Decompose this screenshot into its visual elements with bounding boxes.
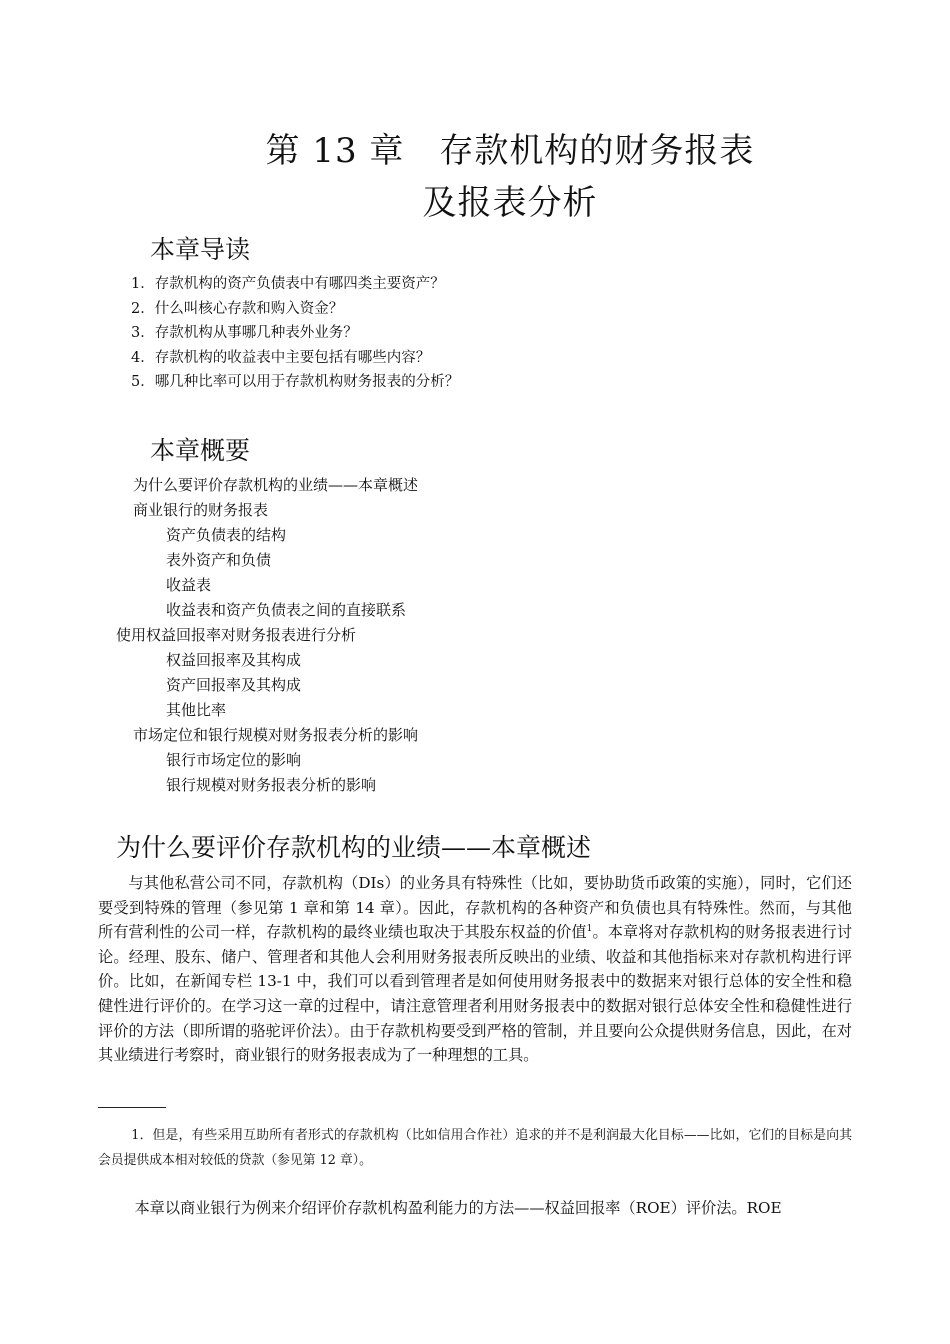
outline-subitem: 收益表和资产负债表之间的直接联系 bbox=[166, 601, 407, 619]
guide-question: 2．什么叫核心存款和购入资金？ bbox=[131, 300, 344, 317]
guide-question: 5．哪几种比率可以用于存款机构财务报表的分析？ bbox=[131, 374, 460, 391]
outline-subitem: 银行市场定位的影响 bbox=[166, 751, 302, 769]
outline-item: 市场定位和银行规模对财务报表分析的影响 bbox=[133, 726, 419, 744]
section-heading: 为什么要评价存款机构的业绩——本章概述 bbox=[116, 833, 592, 862]
outline-subitem: 权益回报率及其构成 bbox=[166, 651, 302, 669]
guide-question: 1．存款机构的资产负债表中有哪四类主要资产？ bbox=[131, 276, 445, 292]
outline-subitem: 资产回报率及其构成 bbox=[166, 676, 302, 694]
guide-question-list bbox=[131, 272, 459, 395]
outline-subitem: 收益表 bbox=[166, 576, 212, 594]
outline-subitem: 资产负债表的结构 bbox=[166, 526, 287, 544]
footnote-text: 1．但是，有些采用互助所有者形式的存款机构（比如信用合作社）追求的并不是利润最大化目标——比如，它们的目标是向其会员提供成本相对较低的贷款（参见第 12 章）。 bbox=[98, 1128, 852, 1168]
outline-item: 商业银行的财务报表 bbox=[133, 501, 269, 519]
footnote-reference[interactable]: 1 bbox=[586, 924, 593, 935]
paragraph-text-part1: 与其他私营公司不同，存款机构（DIs）的业务具有特殊性（比如，要协助货币政策的实施），同时，它们还要受到特殊的管理（参见第 1 章和第 14 章）。因此，存款机构的各种资产和负债也具有特殊性。然而，与其他所有营利性的公司一样，存款机构的最终业绩也取决于其股东权益的价值 bbox=[98, 874, 852, 942]
paragraph-text-part2: 。本章将对存款机构的财务报表进行讨论。经理、股东、储户、管理者和其他人会利用财务报表所反映出的业绩、收益和其他指标来对存款机构进行评价。比如，在新闻专栏 13-1 中，我们可以看到管理者是如何使用财务报表中的数据来对银行总体的安全性和稳健性进行评价的。在学习这一章的过程中，请注意管理者利用财务报表中的数据对银行总体安全性和稳健性进行评价的方法（即所谓的骆驼评价法）。由于存款机构要受到严格的管制，并且要向公众提供财务信息，因此，在对其业绩进行考察时，商业银行的财务报表成为了一种理想的工具。 bbox=[98, 923, 853, 1065]
guide-question: 4．存款机构的收益表中主要包括有哪些内容？ bbox=[131, 349, 431, 366]
chapter-title-line2: 及报表分析 bbox=[422, 183, 598, 223]
outline-subitem: 表外资产和负债 bbox=[166, 551, 272, 569]
guide-question: 3．存款机构从事哪几种表外业务？ bbox=[131, 325, 358, 342]
overview-heading: 本章概要 bbox=[150, 436, 251, 465]
guide-heading: 本章导读 bbox=[150, 235, 251, 264]
outline-item: 为什么要评价存款机构的业绩——本章概述 bbox=[133, 476, 419, 494]
outline-subitem: 其他比率 bbox=[166, 701, 227, 719]
footnote-divider bbox=[98, 1107, 166, 1108]
outline-subitem: 银行规模对财务报表分析的影响 bbox=[166, 776, 377, 794]
overview-outline bbox=[0, 473, 418, 798]
body-paragraph-continued: 本章以商业银行为例来介绍评价存款机构盈利能力的方法——权益回报率（ROE）评价法。ROE bbox=[134, 1199, 782, 1217]
chapter-title-line1: 第 13 章 存款机构的财务报表 bbox=[265, 131, 755, 171]
outline-item: 使用权益回报率对财务报表进行分析 bbox=[116, 626, 357, 644]
body-paragraph bbox=[98, 871, 852, 1068]
